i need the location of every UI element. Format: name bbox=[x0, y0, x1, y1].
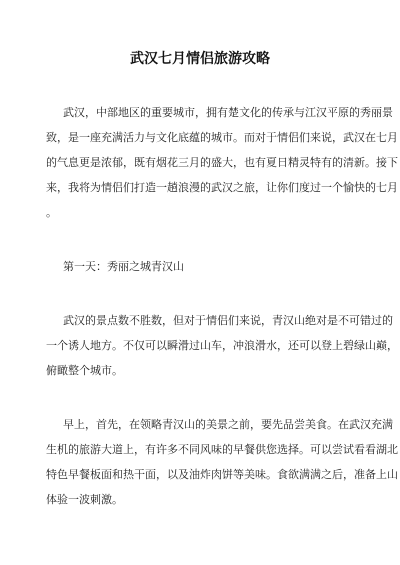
section-heading: 第一天：秀丽之城青汉山 bbox=[63, 260, 184, 273]
paragraph-line: 来，我将为情侣们打造一趟浪漫的武汉之旅，让你们度过一个愉快的七月 bbox=[46, 181, 398, 194]
paragraph-line: 生机的旅游大道上，有许多不同风味的早餐供您选择。可以尝试看看湖北 bbox=[46, 443, 398, 456]
paragraph-line: 武汉的景点数不胜数，但对于情侣们来说，青汉山绝对是不可错过的 bbox=[63, 314, 393, 327]
paragraph-line: 致，是一座充满活力与文化底蕴的城市。而对于情侣们来说，武汉在七月 bbox=[46, 131, 398, 144]
paragraph-line: 特色早餐板面和热干面，以及油炸肉饼等美味。食欲满满之后，准备上山 bbox=[46, 468, 398, 481]
paragraph-line: 俯瞰整个城市。 bbox=[46, 364, 123, 377]
paragraph-line: 早上，首先，在领略青汉山的美景之前，要先品尝美食。在武汉充满 bbox=[63, 418, 393, 431]
paragraph-line: 。 bbox=[46, 206, 57, 219]
paragraph-line: 武汉，中部地区的重要城市，拥有楚文化的传承与江汉平原的秀丽景 bbox=[63, 106, 393, 119]
paragraph-line: 的气息更是浓郁，既有烟花三月的盛大，也有夏日精灵特有的清新。接下 bbox=[46, 156, 398, 169]
paragraph-line: 一个诱人地方。不仅可以瞬滑过山车，冲浪滑水，还可以登上碧绿山巅， bbox=[46, 339, 398, 352]
document-title: 武汉七月情侣旅游攻略 bbox=[130, 51, 270, 67]
paragraph-line: 体验一波刺激。 bbox=[46, 493, 123, 506]
